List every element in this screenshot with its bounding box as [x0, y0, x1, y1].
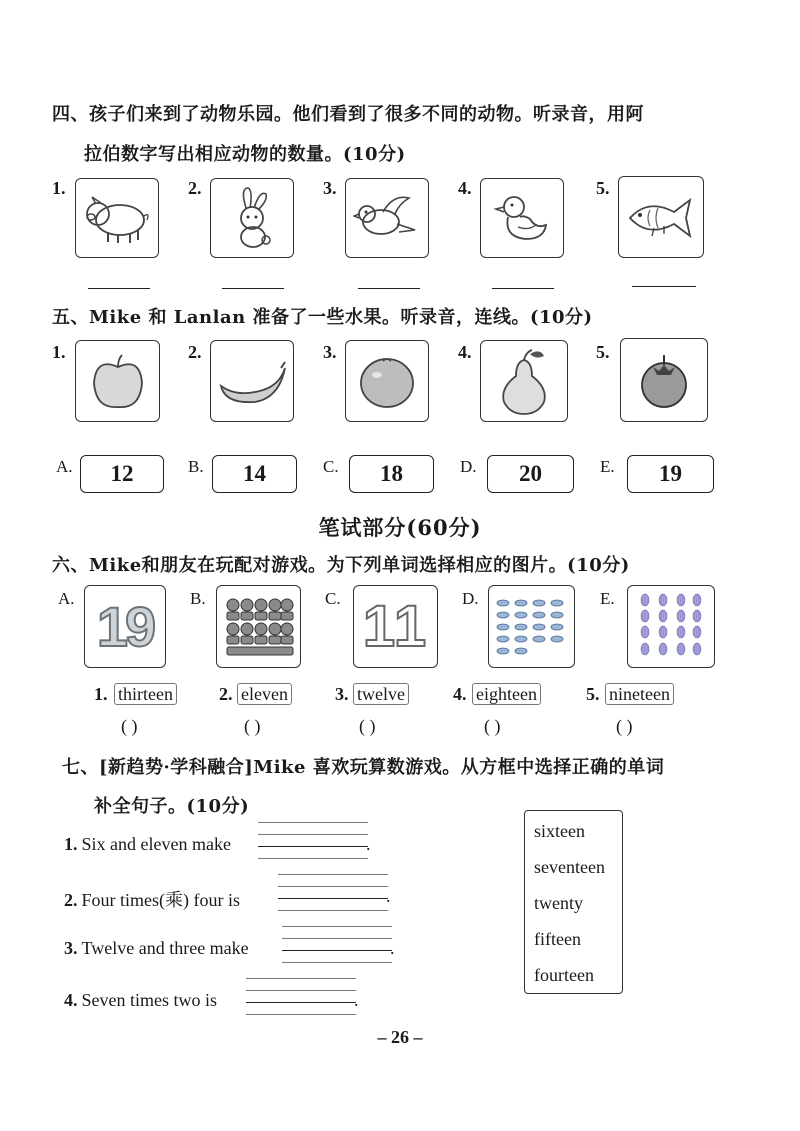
item-number: 3.	[323, 342, 337, 362]
q6-title: 六、Mike和朋友在玩配对游戏。为下列单词选择相应的图片。(10分)	[52, 555, 630, 576]
sentence-period: .	[390, 938, 395, 958]
number-box[interactable]: 14	[212, 455, 297, 493]
number-box[interactable]: 19	[627, 455, 714, 493]
word-bank-item: fourteen	[534, 965, 594, 985]
orange-icon	[345, 340, 429, 422]
item-number: 1.	[52, 178, 66, 198]
sentence-period: .	[354, 990, 359, 1010]
answer-line[interactable]	[632, 286, 696, 287]
item-number: 3.	[64, 938, 78, 958]
item-number: 2.	[64, 890, 78, 910]
leaf-grid-icon	[627, 585, 715, 668]
pig-icon	[75, 178, 159, 258]
big-number: 19	[96, 595, 154, 658]
item-number: 5.	[596, 342, 610, 362]
item-number: 4.	[458, 178, 472, 198]
answer-line[interactable]	[88, 288, 150, 289]
four-line-writing-area[interactable]	[246, 978, 356, 1022]
pear-icon	[480, 340, 568, 422]
written-section-heading: 笔试部分(60分)	[318, 515, 482, 540]
sentence-text: Seven times two is	[81, 990, 217, 1010]
option-letter: A.	[56, 457, 73, 476]
q4-title-line1: 四、孩子们来到了动物乐园。他们看到了很多不同的动物。听录音，用阿	[52, 104, 644, 125]
picture-letter: E.	[600, 589, 615, 608]
fish-grid-icon	[488, 585, 575, 668]
option-letter: C.	[323, 457, 339, 476]
word-label: eleven	[237, 683, 292, 705]
sentence-text: Twelve and three make	[81, 938, 249, 958]
sentence-text: Six and eleven make	[81, 834, 231, 854]
strawberry-icon	[620, 338, 708, 422]
apple-icon	[75, 340, 160, 422]
word-label: thirteen	[114, 683, 177, 705]
picture-letter: D.	[462, 589, 479, 608]
word-bank-item: twenty	[534, 893, 583, 913]
item-number: 4.	[64, 990, 78, 1010]
number-box[interactable]: 20	[487, 455, 574, 493]
item-number: 1.	[64, 834, 78, 854]
item-number: 5.	[586, 684, 600, 704]
picture-letter: A.	[58, 589, 75, 608]
answer-bracket[interactable]: ( )	[121, 716, 138, 736]
item-number: 2.	[188, 342, 202, 362]
duck-icon	[480, 178, 564, 258]
answer-line[interactable]	[358, 288, 420, 289]
banana-icon	[210, 340, 294, 422]
word-bank-box	[524, 810, 623, 994]
word-bank-item: fifteen	[534, 929, 581, 949]
number-box[interactable]: 18	[349, 455, 434, 493]
item-number: 1.	[94, 684, 108, 704]
item-number: 1.	[52, 342, 66, 362]
picture-letter: C.	[325, 589, 341, 608]
option-letter: E.	[600, 457, 615, 476]
number-19-picture	[84, 585, 166, 668]
item-number: 5.	[596, 178, 610, 198]
word-bank-item: sixteen	[534, 821, 585, 841]
number-11-picture	[353, 585, 438, 668]
answer-bracket[interactable]: ( )	[359, 716, 376, 736]
sentence-period: .	[366, 834, 371, 854]
q7-title-line1: 七、[新趋势·学科融合]Mike 喜欢玩算数游戏。从方框中选择正确的单词	[62, 757, 665, 778]
q5-title: 五、Mike 和 Lanlan 准备了一些水果。听录音，连线。(10分)	[52, 307, 593, 328]
word-label: twelve	[353, 683, 409, 705]
word-label: nineteen	[605, 683, 674, 705]
option-letter: D.	[460, 457, 477, 476]
word-bank-item: seventeen	[534, 857, 605, 877]
q7-title-line2: 补全句子。(10分)	[94, 796, 250, 817]
item-number: 2.	[219, 684, 233, 704]
rabbit-icon	[210, 178, 294, 258]
item-number: 2.	[188, 178, 202, 198]
item-number: 4.	[453, 684, 467, 704]
fish-icon	[618, 176, 704, 258]
answer-bracket[interactable]: ( )	[244, 716, 261, 736]
answer-line[interactable]	[222, 288, 284, 289]
option-letter: B.	[188, 457, 204, 476]
answer-bracket[interactable]: ( )	[616, 716, 633, 736]
four-line-writing-area[interactable]	[278, 874, 388, 918]
answer-line[interactable]	[492, 288, 554, 289]
word-label: eighteen	[472, 683, 541, 705]
four-line-writing-area[interactable]	[258, 822, 368, 866]
item-number: 4.	[458, 342, 472, 362]
sentence-text: Four times(乘) four is	[81, 890, 240, 910]
q4-title-line2: 拉伯数字写出相应动物的数量。(10分)	[84, 144, 406, 165]
number-box[interactable]: 12	[80, 455, 164, 493]
big-number: 11	[362, 594, 429, 659]
bird-icon	[345, 178, 429, 258]
item-number: 3.	[335, 684, 349, 704]
people-crowd-icon	[216, 585, 301, 668]
answer-bracket[interactable]: ( )	[484, 716, 501, 736]
sentence-period: .	[386, 886, 391, 906]
page-number: – 26 –	[377, 1027, 423, 1047]
item-number: 3.	[323, 178, 337, 198]
picture-letter: B.	[190, 589, 206, 608]
four-line-writing-area[interactable]	[282, 926, 392, 970]
